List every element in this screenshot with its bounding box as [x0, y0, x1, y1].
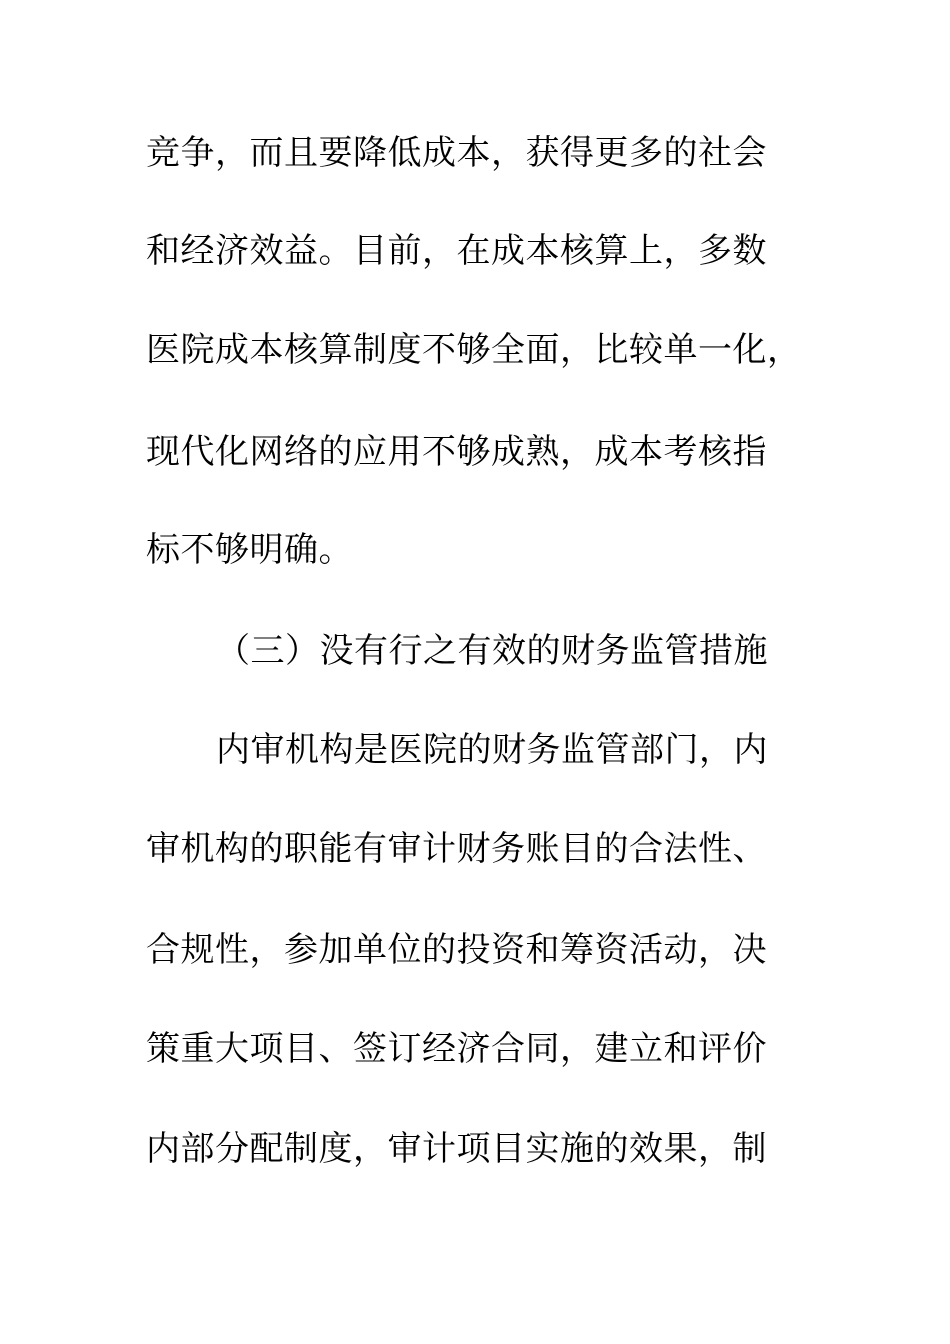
- paragraph-line: 标不够明确。: [146, 530, 353, 570]
- paragraph-line: 和经济效益。目前，在成本核算上，多数: [146, 231, 767, 271]
- paragraph-line: 内审机构是医院的财务监管部门，内: [216, 730, 768, 770]
- paragraph-line: 内部分配制度，审计项目实施的效果，制: [146, 1129, 767, 1169]
- paragraph-line: 竞争，而且要降低成本，获得更多的社会: [146, 133, 767, 173]
- section-heading: （三）没有行之有效的财务监管措施: [216, 631, 768, 671]
- paragraph-line: 现代化网络的应用不够成熟，成本考核指: [146, 432, 767, 472]
- paragraph-line: 审机构的职能有审计财务账目的合法性、: [146, 829, 767, 869]
- paragraph-line: 策重大项目、签订经济合同，建立和评价: [146, 1029, 767, 1069]
- paragraph-line: 医院成本核算制度不够全面，比较单一化，: [146, 330, 802, 370]
- paragraph-line: 合规性，参加单位的投资和筹资活动，决: [146, 930, 767, 970]
